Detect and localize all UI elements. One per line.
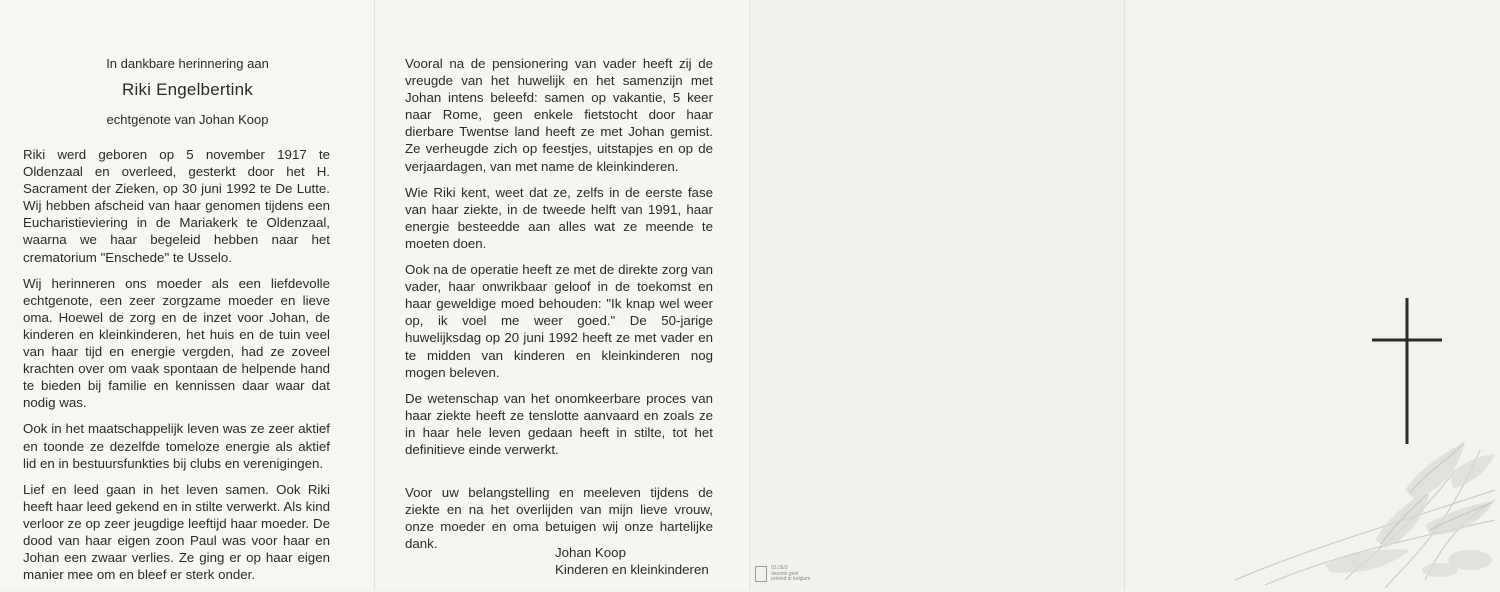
intro-line: In dankbare herinnering aan	[106, 56, 269, 71]
memorial-text	[405, 55, 713, 467]
deceased-name: Riki Engelbertink	[122, 80, 253, 99]
paragraph: Riki werd geboren op 5 november 1917 te Oldenzaal en overleed, gesterkt door het H. Sacrament der Zieken, op 30 juni 1992 te De Lutte. Wij hebben afscheid van haar genomen tijdens een Eucharistieviering in de Mariakerk te Oldenzaal, waarna we haar begeleid hebben naar het crematorium "Enschede" te Usselo.	[23, 147, 330, 265]
print-mark-line: 03.05/3	[771, 565, 788, 571]
signature-family: Kinderen en kleinkinderen	[555, 562, 709, 578]
signature-name: Johan Koop	[555, 545, 626, 560]
paragraph: Ook na de operatie heeft ze met de direkte zorg van vader, haar onwrikbaar geloof in de toekomst en haar geweldige moed behouden: "Ik knap wel weer op, ik voel me weer goed." De 50-jarige huwelijksdag op 20 juni 1992 heeft ze met vader en te midden van kinderen en kleinkinderen nog mogen beleven.	[405, 262, 713, 380]
panel-middle-right	[750, 0, 1125, 590]
paragraph: Wie Riki kent, weet dat ze, zelfs in de eerste fase van haar ziekte, in de tweede helft van 1991, haar energie besteedde aan alles wat ze meende te moeten doen.	[405, 184, 713, 251]
paragraph: Lief en leed gaan in het leven samen. Ook Riki heeft haar leed gekend en in stilte verwerkt. Als kind verloor ze op zeer jeugdige leeftijd haar moeder. De dood van haar eigen zoon Paul was voor haar en Johan een zwaar verlies. Ze ging er op haar eigen manier mee om en bleef er sterk onder.	[23, 481, 330, 583]
lily-flower-icon	[1225, 430, 1500, 590]
paragraph: Wij herinneren ons moeder als een liefdevolle echtgenote, een zeer zorgzame moeder en lieve oma. Hoewel de zorg en de inzet voor Johan, de kinderen en kleinkinderen, het huis en de tuin veel van haar tijd en energie vergden, had ze zoveel krachten over om vaak spontaan de helpende hand te bieden bij familie en kennissen daar waar dat nodig was.	[23, 275, 330, 411]
printer-mark	[755, 566, 810, 583]
cross-icon	[1372, 298, 1442, 444]
paragraph: Vooral na de pensionering van vader heeft zij de vreugde van het huwelijk en het samenzijn met Johan intens beleefd: samen op vakantie, 5 keer naar Rome, geen enkele fietstocht door haar dierbare Twentse land heeft ze met Johan gemist. Ze verheugde zich op feestjes, uitstapjes en op de verjaardagen, van met name de kleinkinderen.	[405, 56, 713, 174]
biography-text	[23, 146, 330, 592]
panel-left	[0, 0, 375, 590]
printer-logo-icon	[755, 566, 767, 582]
signature	[555, 544, 709, 578]
print-mark-line: printed in belgium	[771, 576, 811, 582]
spouse-line: echtgenote van Johan Koop	[106, 112, 269, 127]
print-mark-line: decorio gent	[771, 570, 799, 577]
paragraph: Ook in het maatschappelijk leven was ze zeer aktief en toonde ze dezelfde tomeloze energie als aktief lid en in bestuursfunkties bij clubs en verenigingen.	[23, 421, 330, 471]
thanks-text: Voor uw belangstelling en meeleven tijdens de ziekte en na het overlijden van mijn lieve vrouw, onze moeder en oma betuigen wij onze hartelijke dank.	[405, 485, 713, 552]
paragraph: De wetenschap van het onomkeerbare proces van haar ziekte heeft ze tenslotte aanvaard en zoals ze in haar hele leven gedaan heeft in stilte, tot het definitieve einde verwerkt.	[405, 390, 713, 457]
